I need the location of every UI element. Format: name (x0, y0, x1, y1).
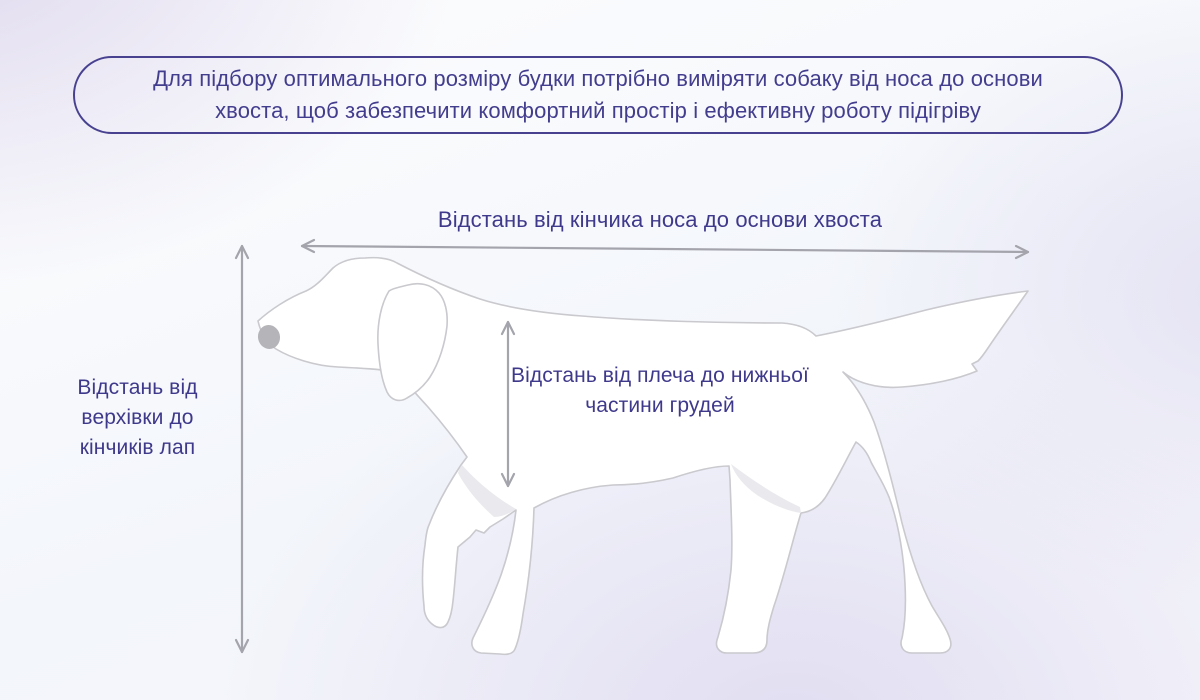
label-nose-to-tail: Відстань від кінчика носа до основи хвоста (437, 207, 883, 232)
label-top-to-paws: Відстань від верхівки до кінчиків лап (77, 376, 198, 459)
height-arrow (236, 246, 248, 652)
info-banner-text: Для підбору оптимального розміру будки потрібно виміряти собаку від носа до основи хвоста, щоб забезпечити комфортний простір і ефективну роботу підігріву (153, 66, 1043, 123)
dog-body (258, 258, 1028, 655)
label-shoulder-to-chest: Відстань від плеча до нижньої частини грудей (511, 364, 809, 417)
nose-to-tail-arrow (302, 240, 1028, 258)
dog-illustration (256, 258, 1028, 655)
